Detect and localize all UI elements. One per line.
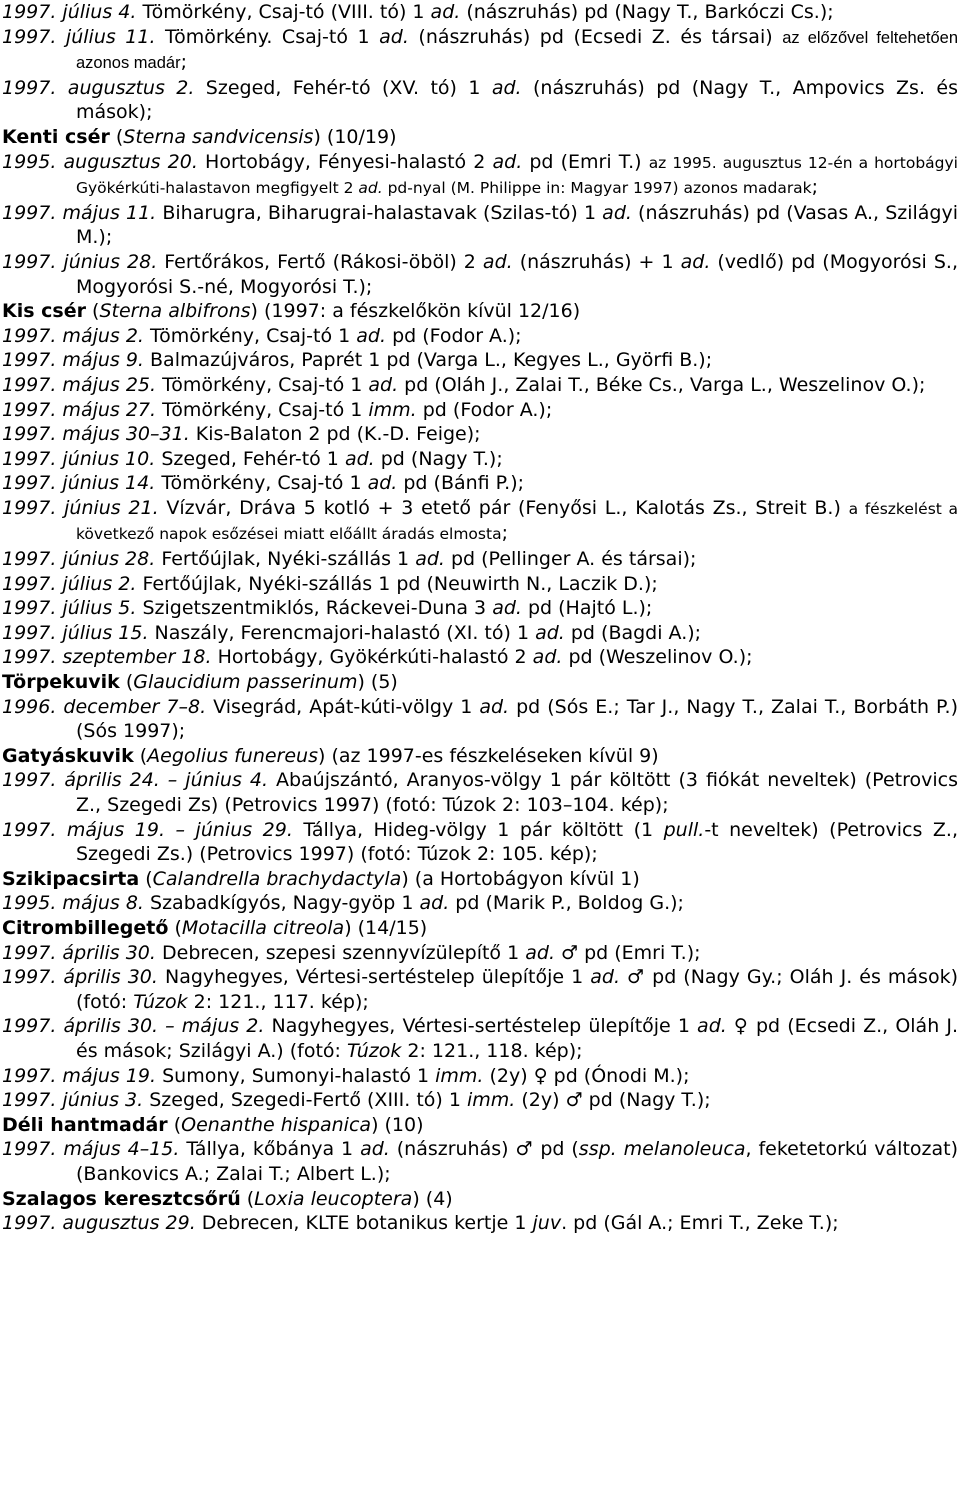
record-entry — [2, 373, 958, 398]
entry-italic-term: ad. — [430, 1, 461, 23]
species-latin-name: Aegolius funereus — [147, 744, 318, 767]
entry-text: 2: 121., 117. kép); — [187, 990, 369, 1013]
entry-text: pd (Marik P., Boldog G.); — [449, 892, 684, 915]
species-count: (10/19) — [326, 125, 397, 148]
species-heading: Gatyáskuvik (Aegolius funereus) (az 1997-es fészkeléseken kívül 9) — [2, 744, 659, 767]
entry-text: ♂ pd (Emri T.); — [554, 941, 701, 964]
entry-italic-term: pull. — [663, 818, 705, 841]
record-entry — [2, 547, 958, 572]
entry-italic-term: ad. — [697, 1015, 727, 1038]
entry-note: az előzővel feltehetően azonos madár — [76, 28, 958, 73]
species-section — [2, 867, 958, 916]
species-heading: Citrombillegető (Motacilla citreola) (14/15) — [2, 916, 428, 939]
entry-note: a fészkelést a következő napok esőzései miatt előállt áradás elmosta — [76, 499, 958, 544]
record-entry — [2, 471, 958, 496]
species-latin-name: Loxia leucoptera — [254, 1187, 413, 1210]
species-heading: Szalagos keresztcsőrű (Loxia leucoptera) (4) — [2, 1187, 453, 1210]
entry-text: Balmazújváros, Paprét 1 pd (Varga L., Kegyes L., Györfi B.); — [143, 349, 713, 372]
record-entry — [2, 324, 958, 349]
entry-text: pd (Fodor A.); — [416, 398, 553, 421]
entry-text: Nagyhegyes, Vértesi-sertéstelep ülepítője 1 — [157, 966, 591, 989]
record-entry — [2, 645, 958, 670]
entry-text: (2y) ♀ pd (Ónodi M.); — [483, 1064, 690, 1087]
species-latin-name: Motacilla citreola — [181, 916, 345, 939]
entry-text: Szeged, Szegedi-Fertő (XIII. tó) 1 — [143, 1089, 467, 1112]
entry-text: Fertőújlak, Nyéki-szállás 1 — [155, 548, 416, 571]
entry-text: (nászruhás) pd (Nagy T., Barkóczi Cs.); — [460, 1, 834, 23]
species-section — [2, 744, 958, 867]
entry-date: 1997. április 30. — [2, 966, 158, 989]
entry-italic-term: imm. — [467, 1089, 516, 1112]
entry-text: . pd (Gál A.; Emri T., Zeke T.); — [561, 1212, 839, 1235]
record-entry — [2, 76, 958, 125]
species-section — [2, 670, 958, 744]
entry-text: Szeged, Fehér-tó (XV. tó) 1 — [194, 76, 492, 99]
species-latin-name: Sterna albifrons — [99, 300, 251, 323]
record-entry — [2, 965, 958, 1014]
entry-text: pd (Emri T.) — [522, 150, 649, 173]
entry-text: (nászruhás) pd (Ecsedi Z. és társai) — [408, 25, 783, 48]
record-entry — [2, 818, 958, 867]
record-entry — [2, 695, 958, 744]
species-name: Szalagos keresztcsőrű — [2, 1187, 241, 1210]
entry-date: 1997. május 30–31. — [2, 423, 190, 446]
entry-italic-term: ad. — [535, 621, 565, 644]
entry-text: ; — [501, 522, 508, 545]
entry-text: Tállya, kőbánya 1 — [179, 1138, 361, 1161]
species-count: (4) — [425, 1187, 453, 1210]
entry-italic-term: ad. — [356, 324, 387, 347]
record-entry — [2, 941, 958, 966]
entry-text: Hortobágy, Fényesi-halastó 2 — [197, 150, 493, 173]
record-entry — [2, 1088, 958, 1113]
entry-date: 1997. május 2. — [2, 324, 144, 347]
entry-italic-term: ad. — [590, 966, 621, 989]
entry-text: ♂ pd (Nagy Gy.; Oláh J. és mások) (fotó: — [76, 966, 958, 1013]
species-latin-name: Glaucidium passerinum — [133, 671, 358, 694]
entry-italic-term: Túzok — [347, 1039, 402, 1062]
species-heading: Déli hantmadár (Oenanthe hispanica) (10) — [2, 1113, 424, 1136]
entry-text: -t neveltek) (Petrovics Z., Szegedi Zs.) (Petrovics 1997) (fotó: Túzok 2: 105. kép); — [76, 818, 958, 866]
entry-date: 1997. április 30. – május 2. — [2, 1015, 265, 1038]
entry-text: Kis-Balaton 2 pd (K.-D. Feige); — [189, 423, 481, 446]
species-section — [2, 1187, 958, 1236]
record-entry — [2, 1211, 958, 1236]
entry-text: (nászruhás) pd (Vasas A., Szilágyi M.); — [76, 201, 959, 249]
entry-date: 1997. május 11. — [2, 201, 157, 224]
species-section — [2, 299, 958, 670]
entry-date: 1997. május 4–15. — [2, 1138, 180, 1161]
entry-italic-term: Túzok — [133, 990, 188, 1013]
record-entry — [2, 0, 958, 25]
entry-text: pd (Weszelinov O.); — [562, 646, 753, 669]
entry-text: pd (Pellinger A. és társai); — [444, 548, 697, 571]
entry-date: 1995. május 8. — [2, 892, 144, 915]
entry-date: 1997. június 14. — [2, 472, 156, 495]
species-name: Déli hantmadár — [2, 1113, 168, 1136]
entry-text: Visegrád, Apát-kúti-völgy 1 — [206, 695, 480, 718]
record-entry — [2, 348, 958, 373]
entry-text: , feketetorkú változat) (Bankovics A.; Zalai T.; Albert L.); — [76, 1138, 959, 1185]
species-name: Kis csér — [2, 300, 86, 323]
entry-text: 2: 121., 118. kép); — [401, 1039, 583, 1062]
entry-date: 1997. július 15. — [2, 621, 149, 644]
entry-text: Szabadkígyós, Nagy-gyöp 1 — [143, 892, 420, 915]
entry-italic-term: ad. — [532, 646, 563, 669]
entry-text: Tállya, Hideg-völgy 1 pár költött (1 — [292, 818, 664, 841]
entry-date: 1997. június 28. — [2, 548, 156, 571]
species-count: (10) — [384, 1113, 424, 1136]
species-name: Citrombillegető — [2, 916, 169, 939]
entry-date: 1997. július 4. — [2, 1, 137, 23]
species-latin-name: Calandrella brachydactyla — [152, 867, 402, 890]
entry-date: 1996. december 7–8. — [2, 695, 207, 718]
entry-text: pd (Nagy T.); — [374, 447, 503, 470]
record-entry — [2, 496, 958, 547]
record-entry — [2, 1064, 958, 1089]
entry-text: Debrecen, szepesi szennyvízülepítő 1 — [155, 941, 526, 964]
entry-text: Nagyhegyes, Vértesi-sertéstelep ülepítője 1 — [264, 1015, 698, 1038]
entry-italic-term: ad. — [379, 25, 409, 48]
species-section — [2, 0, 958, 125]
entry-text: Abaújszántó, Aranyos-völgy 1 pár költött (3 fiókát neveltek) (Petrovics Z., Szegedi Zs) (Petrovics 1997) (fotó: Túzok 2: 103–104. kép); — [76, 769, 958, 816]
entry-italic-term: ssp. melanoleuca — [578, 1138, 746, 1161]
entry-italic-term: ad. — [419, 892, 450, 915]
entry-italic-term: ad. — [368, 373, 399, 396]
entry-italic-term: ad. — [360, 1138, 390, 1161]
record-entry — [2, 572, 958, 597]
entry-italic-term: imm. — [435, 1064, 484, 1087]
entry-italic-term: ad. — [415, 548, 445, 571]
entry-text: (nászruhás) + 1 — [512, 250, 681, 273]
species-name: Kenti csér — [2, 125, 110, 148]
entry-date: 1997. április 30. — [2, 941, 156, 964]
species-heading: Kenti csér (Sterna sandvicensis) (10/19) — [2, 125, 397, 148]
entry-italic-term: ad. — [602, 201, 632, 224]
entry-text: pd (Bagdi A.); — [564, 621, 702, 644]
entry-date: 1997. június 3. — [2, 1089, 144, 1112]
entry-date: 1997. június 28. — [2, 250, 158, 273]
entry-text: Szigetszentmiklós, Ráckevei-Duna 3 — [136, 597, 493, 620]
entry-italic-term: ad. — [367, 472, 398, 495]
entry-text: Hortobágy, Gyökérkúti-halastó 2 — [211, 646, 533, 669]
entry-date: 1997. július 5. — [2, 597, 137, 620]
record-entry — [2, 596, 958, 621]
entry-text: (nászruhás) pd (Nagy T., Ampovics Zs. és mások); — [76, 76, 958, 124]
species-heading: Szikipacsirta (Calandrella brachydactyla) (a Hortobágyon kívül 1) — [2, 867, 640, 890]
entry-date: 1997. augusztus 29. — [2, 1212, 196, 1235]
entry-text: ; — [811, 176, 819, 199]
record-entry — [2, 891, 958, 916]
entry-note: ad. — [358, 179, 383, 198]
entry-text: (vedlő) pd (Mogyorósi S., Mogyorósi S.-né, Mogyorósi T.); — [76, 250, 958, 298]
entry-text: Tömörkény. Csaj-tó 1 — [155, 25, 380, 48]
entry-text: Tömörkény, Csaj-tó 1 — [155, 472, 368, 495]
record-entry — [2, 621, 958, 646]
entry-text: Biharugra, Biharugrai-halastavak (Szilas-tó) 1 — [156, 201, 603, 224]
entry-text: Fertőrákos, Fertő (Rákosi-öböl) 2 — [157, 250, 483, 273]
species-section — [2, 125, 958, 299]
entry-text: Tömörkény, Csaj-tó 1 — [143, 324, 357, 347]
entry-text: ♀ pd (Ecsedi Z., Oláh J. és mások; Szilágyi A.) (fotó: — [76, 1015, 958, 1062]
record-entry — [2, 201, 958, 250]
species-count: (5) — [370, 671, 398, 694]
entry-date: 1997. május 19. — [2, 1064, 157, 1087]
record-entry — [2, 1014, 958, 1063]
entry-text: Sumony, Sumonyi-halastó 1 — [156, 1064, 436, 1087]
entry-italic-term: ad. — [479, 695, 510, 718]
species-count: (14/15) — [357, 916, 428, 939]
entry-date: 1997. május 27. — [2, 398, 157, 421]
entry-text: pd (Hajtó L.); — [521, 597, 653, 620]
record-entry — [2, 398, 958, 423]
entry-text: pd (Oláh J., Zalai T., Béke Cs., Varga L., Weszelinov O.); — [398, 373, 926, 396]
entry-text: ; — [180, 51, 187, 74]
entry-date: 1997. szeptember 18. — [2, 646, 212, 669]
entry-note: az 1995. augusztus 12-én a hortobágyi Gyökérkúti-halastavon megfigyelt 2 — [76, 153, 958, 198]
species-count: (1997: a fészkelőkön kívül 12/16) — [263, 300, 581, 323]
record-entry — [2, 150, 958, 201]
species-heading: Törpekuvik (Glaucidium passerinum) (5) — [2, 671, 398, 694]
record-entry — [2, 422, 958, 447]
entry-text: Szeged, Fehér-tó 1 — [155, 447, 345, 470]
entry-italic-term: imm. — [368, 398, 417, 421]
species-heading: Kis csér (Sterna albifrons) (1997: a fészkelőkön kívül 12/16) — [2, 300, 581, 323]
species-latin-name: Oenanthe hispanica — [181, 1113, 372, 1136]
record-entry — [2, 768, 958, 817]
species-name: Törpekuvik — [2, 671, 120, 694]
entry-text: pd (Sós E.; Tar J., Nagy T., Zalai T., Borbáth P.) (Sós 1997); — [76, 695, 958, 743]
entry-date: 1997. május 19. – június 29. — [2, 818, 293, 841]
entry-italic-term: ad. — [680, 250, 711, 273]
entry-italic-term: ad. — [482, 250, 513, 273]
species-name: Szikipacsirta — [2, 867, 140, 890]
species-section — [2, 1113, 958, 1187]
entry-italic-term: ad. — [491, 76, 522, 99]
entry-text: (2y) ♂ pd (Nagy T.); — [515, 1089, 711, 1112]
entry-italic-term: juv — [532, 1212, 562, 1235]
entry-date: 1997. április 24. – június 4. — [2, 769, 268, 792]
entry-italic-term: ad. — [525, 941, 555, 964]
species-name: Gatyáskuvik — [2, 744, 134, 767]
entry-date: 1997. június 10. — [2, 447, 156, 470]
species-section — [2, 916, 958, 1113]
entry-note: pd-nyal (M. Philippe in: Magyar 1997) azonos madarak — [382, 179, 812, 198]
entry-text: Tömörkény, Csaj-tó 1 — [156, 373, 369, 396]
entry-text: Fertőújlak, Nyéki-szállás 1 pd (Neuwirth N., Laczik D.); — [136, 572, 658, 595]
entry-text: pd (Fodor A.); — [386, 324, 522, 347]
entry-italic-term: ad. — [492, 150, 523, 173]
record-entry — [2, 25, 958, 76]
species-count: (az 1997-es fészkeléseken kívül 9) — [331, 744, 659, 767]
entry-date: 1997. május 25. — [2, 373, 157, 396]
entry-italic-term: ad. — [492, 597, 522, 620]
record-entry — [2, 1137, 958, 1186]
entry-text: Debrecen, KLTE botanikus kertje 1 — [195, 1212, 533, 1235]
entry-date: 1995. augusztus 20. — [2, 150, 198, 173]
species-count: (a Hortobágyon kívül 1) — [414, 867, 640, 890]
entry-text: (nászruhás) ♂ pd ( — [389, 1138, 579, 1161]
entry-text: Naszály, Ferencmajori-halastó (XI. tó) 1 — [148, 621, 536, 644]
species-latin-name: Sterna sandvicensis — [123, 125, 314, 148]
record-entry — [2, 447, 958, 472]
entry-text: Tömörkény, Csaj-tó (VIII. tó) 1 — [136, 1, 431, 23]
entry-date: 1997. július 11. — [2, 25, 156, 48]
entry-date: 1997. június 21. — [2, 496, 159, 519]
entry-text: Vízvár, Dráva 5 kotló + 3 etető pár (Fenyősi L., Kalotás Zs., Streit B.) — [158, 496, 849, 519]
entry-italic-term: ad. — [344, 447, 375, 470]
entry-date: 1997. augusztus 2. — [2, 76, 195, 99]
entry-text: pd (Bánfi P.); — [397, 472, 525, 495]
entry-text: Tömörkény, Csaj-tó 1 — [156, 398, 369, 421]
record-entry — [2, 250, 958, 299]
entry-date: 1997. május 9. — [2, 349, 144, 372]
entry-date: 1997. július 2. — [2, 572, 137, 595]
